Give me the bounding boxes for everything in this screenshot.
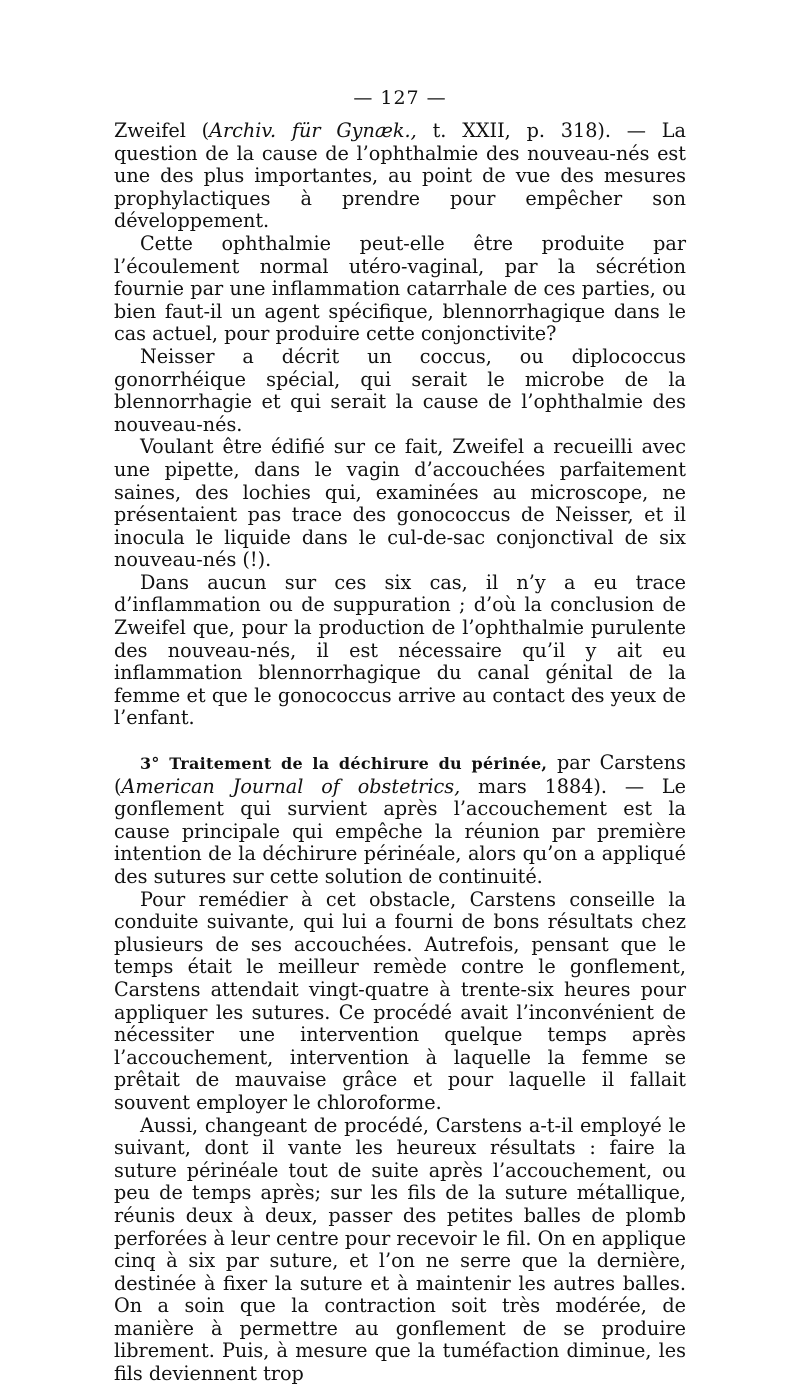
section-heading: 3° Traitement de la déchirure du périnée, bbox=[140, 754, 548, 774]
paragraph-conclusion: Dans aucun sur ces six cas, il n’y a eu trace d’inflammation ou de suppuration ; d’où la conclusion de Zweifel que, pour la production de l’ophthalmie purulente des nouveau-nés, il est nécessaire qu’il y ait eu inflammation blennorrhagique du canal génital de la femme et que le gonococcus arrive au contact des yeux de l’enfant. bbox=[114, 570, 686, 730]
author-reference: Zweifel ( bbox=[114, 119, 210, 142]
paragraph-experiment: Voulant être édifié sur ce fait, Zweifel a recueilli avec une pipette, dans le vagin d’accouchées parfaitement saines, des lochies qui, examinées au microscope, ne présentaient pas trace des gonococcus de Neisser, et il inocula le liquide dans le cul-de-sac conjonctival de six nouveau-nés (!). bbox=[114, 435, 686, 572]
page-number: — 127 — bbox=[353, 87, 447, 109]
section-perinee-intro bbox=[114, 752, 686, 889]
section-author: par Carstens ( bbox=[114, 751, 686, 798]
paragraph-neisser: Neisser a décrit un coccus, ou diplococcus gonorrhéique spécial, qui serait le microbe de la blennorrhagie et qui serait la cause de l’ophthalmie des nouveau-nés. bbox=[114, 344, 686, 436]
paragraph-carstens-method: Pour remédier à cet obstacle, Carstens conseille la conduite suivante, qui lui a fourni de bons résultats chez plusieurs de ses accouchées. Autrefois, pensant que le temps était le meilleur remède contre le gonflement, Carstens attendait vingt-quatre à trente-six heures pour appliquer les sutures. Ce procédé avait l’inconvénient de nécessiter une intervention quelque temps après l’accouchement, intervention à laquelle la femme se prêtait de mauvaise grâce et pour laquelle il fallait souvent employer le chloroforme. bbox=[114, 887, 686, 1114]
section-journal-citation: American Journal of obstetrics, bbox=[121, 774, 461, 798]
paragraph-new-procedure: Aussi, changeant de procédé, Carstens a-t-il employé le suivant, dont il vante les heureux résultats : faire la suture périnéale tout de suite après l’accouchement, ou peu de temps après; sur les fils de la suture métallique, réunis deux à deux, passer des petites balles de plomb perforées à leur centre pour recevoir le fil. On en applique cinq à six par suture, et l’on ne serre que la dernière, destinée à fixer la suture et à maintenir les autres balles. On a soin que la contraction soit très modérée, de manière à permettre au gonflement de se produire librement. Puis, à mesure que la tuméfaction diminue, les fils deviennent trop bbox=[114, 1113, 686, 1386]
paragraph-text: t. XXII, p. 318). — La question de la cause de l’ophthalmie des nouveau-nés est une des plus importantes, au point de vue des mesures prophylactiques à prendre pour empêcher son développement. bbox=[114, 119, 686, 233]
document-page bbox=[114, 84, 686, 1386]
journal-citation: Archiv. für Gynæk., bbox=[209, 119, 417, 142]
paragraph-ophthalmie-question: Cette ophthalmie peut-elle être produite par l’écoulement normal utéro-vaginal, par la sécrétion fournie par une inflammation catarrhale de ces parties, ou bien faut-il un agent spécifique, blennorrhagique dans le cas actuel, pour produire cette conjonctivite? bbox=[114, 231, 686, 346]
paragraph-zweifel-intro bbox=[114, 120, 686, 233]
section-intro-text: mars 1884). — Le gonflement qui survient après l’accouchement est la cause principale qui empêche la réunion par première intention de la déchirure périnéale, alors qu’on a appliqué des sutures sur cette solution de continuité. bbox=[114, 774, 687, 888]
